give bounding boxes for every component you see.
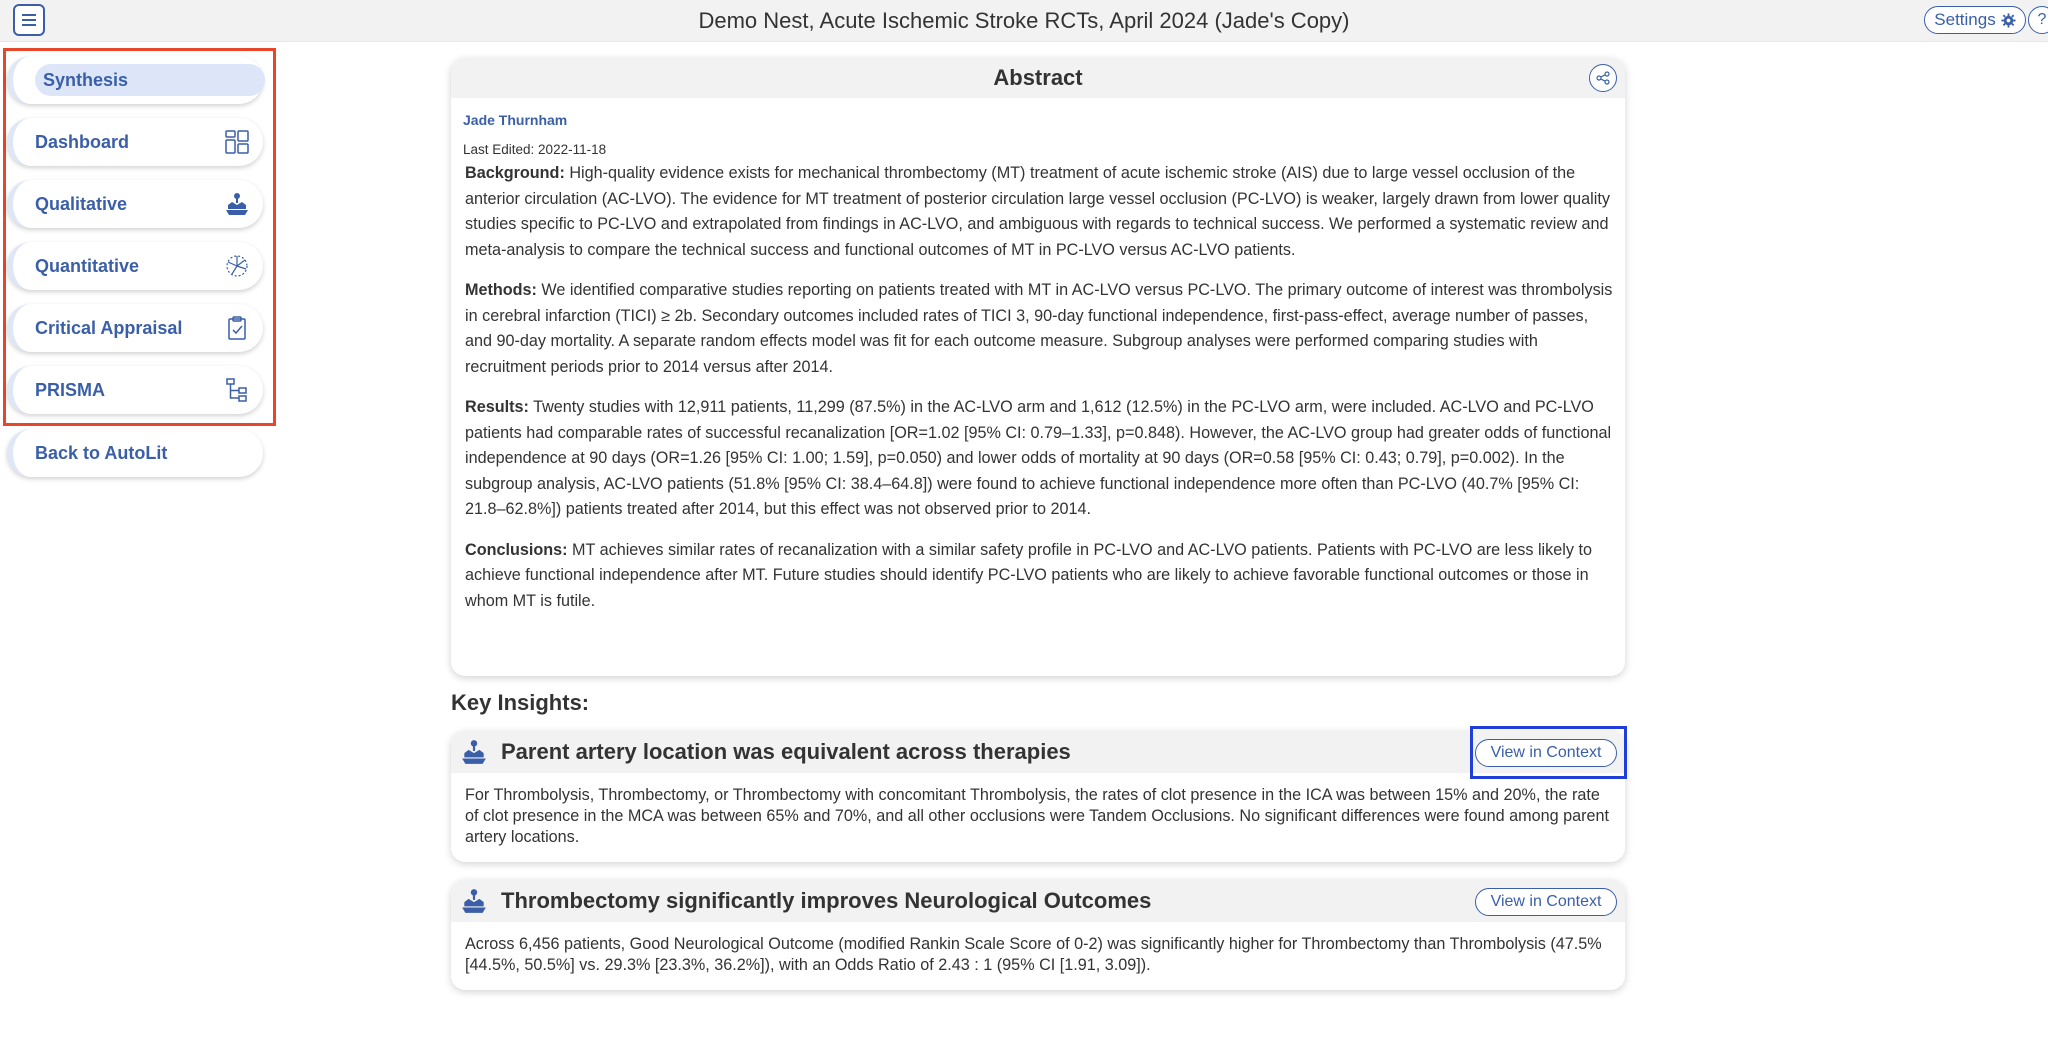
sidebar-item-prisma[interactable]: [7, 366, 263, 414]
share-icon: [1596, 71, 1610, 85]
view-in-context-button[interactable]: View in Context: [1475, 888, 1617, 916]
methods-paragraph: [463, 278, 1613, 380]
sidebar-item-label: Qualitative: [35, 193, 128, 214]
insight-header: [451, 731, 1625, 773]
insight-heading: Parent artery location was equivalent across therapies: [501, 739, 1071, 764]
gear-icon: [2001, 13, 2016, 28]
insight-text: Across 6,456 patients, Good Neurological Outcome (modified Rankin Scale Score of 0-2) was significantly higher for Thrombectomy than Thrombolysis (47.5% [44.5%, 50.5%] vs. 29.3% [23.3%, 36.2%]), with an Odds Ratio of 2.43 : 1 (95% CI [1.91, 3.09]).: [465, 935, 1602, 974]
results-text: Twenty studies with 12,911 patients, 11,299 (87.5%) in the AC-LVO arm and 1,612 (12.5%) in the PC-LVO arm, were included. AC-LVO and PC-LVO patients had comparable rates of successful recanalization [OR=1.02 [95% CI: 0.79–1.33], p=0.848). However, the AC-LVO group had greater odds of functional independence at 90 days (OR=1.26 [95% CI: 1.00; 1.59], p=0.050) and lower odds of mortality at 90 days (OR=0.58 [95% CI: 0.43; 0.79], p=0.002). In the subgroup analysis, AC-LVO patients (51.8% [95% CI: 38.4–64.8]) were found to achieve functional independence more often than PC-LVO (40.7% [95% CI: 21.8–62.8%]) patients treated after 2014, but this effect was not observed prior to 2014.: [465, 398, 1612, 518]
view-in-context-button[interactable]: View in Context: [1475, 739, 1617, 767]
sidebar-item-label: Synthesis: [43, 69, 129, 90]
top-bar: [0, 0, 2048, 42]
insight-card: [451, 880, 1625, 990]
qualitative-icon: [459, 886, 489, 916]
button-highlight-box: [1470, 726, 1627, 779]
insight-card: [451, 731, 1625, 862]
dashboard-icon: [223, 128, 251, 156]
sidebar-item-back-to-autolit[interactable]: [7, 429, 263, 477]
results-paragraph: [463, 395, 1613, 523]
conclusions-text: MT achieves similar rates of recanalization with a similar safety profile in PC-LVO and AC-LVO patients. Patients with PC-LVO are less likely to achieve functional independence after MT. Future studies should identify PC-LVO patients who are likely to achieve favorable functional outcomes or those in whom MT is futile.: [465, 540, 1592, 610]
sidebar-item-label: PRISMA: [35, 379, 106, 400]
conclusions-label: Conclusions:: [465, 540, 568, 559]
methods-text: We identified comparative studies reporting on patients treated with MT in AC-LVO versus PC-LVO. The primary outcome of interest was thrombolysis in cerebral infarction (TICI) ≥ 2b. Secondary outcomes included rates of TICI 3, 90-day functional independence, first-pass-effect, average number of passes, and 90-day mortality. A separate random effects model was fit for each outcome measure. Subgroup analyses were performed comparing studies with recruitment periods prior to 2014 versus after 2014.: [465, 281, 1613, 376]
qualitative-icon: [223, 190, 251, 218]
settings-button[interactable]: [1924, 6, 2026, 34]
sidebar-item-qualitative[interactable]: [7, 180, 263, 228]
page-title: Demo Nest, Acute Ischemic Stroke RCTs, April 2024 (Jade's Copy): [698, 8, 1350, 33]
sidebar-item-label: Dashboard: [35, 131, 130, 152]
background-text: High-quality evidence exists for mechanical thrombectomy (MT) treatment of acute ischemic stroke (AIS) due to large vessel occlusion of the anterior circulation (AC-LVO). The evidence for MT treatment of posterior circulation large vessel occlusion (PC-LVO) is weaker, largely drawn from lower quality studies specific to PC-LVO and extrapolated from findings in AC-LVO, and ambiguous with regards to technical success. We performed a systematic review and meta-analysis to compare the technical success and functional outcomes of MT in PC-LVO versus AC-LVO patients.: [465, 164, 1610, 259]
clipboard-check-icon: [223, 314, 251, 342]
last-edited: Last Edited: 2022-11-18: [463, 142, 607, 157]
share-button[interactable]: [1589, 64, 1617, 92]
sidebar-item-synthesis[interactable]: [7, 56, 263, 104]
help-button[interactable]: ?: [2028, 6, 2048, 34]
abstract-card: [451, 58, 1625, 676]
insight-text: For Thrombolysis, Thrombectomy, or Thrombectomy with concomitant Thrombolysis, the rates of clot presence in the ICA was between 15% and 20%, the rate of clot presence in the MCA was between 65% and 70%, and all other occlusions were Tandem Occlusions. No significant differences were found among parent artery locations.: [465, 786, 1609, 846]
sidebar-item-label: Critical Appraisal: [35, 317, 183, 338]
key-insights-title: Key Insights:: [451, 690, 590, 715]
conclusions-paragraph: [463, 538, 1613, 615]
flow-tree-icon: [223, 376, 251, 404]
quantitative-icon: [223, 252, 251, 280]
abstract-title: Abstract: [993, 65, 1083, 90]
insight-heading: Thrombectomy significantly improves Neurological Outcomes: [501, 888, 1152, 913]
sidebar-item-critical-appraisal[interactable]: [7, 304, 263, 352]
abstract-header: [451, 58, 1625, 98]
active-pill: [35, 64, 265, 96]
settings-label: Settings: [1934, 10, 1996, 29]
methods-label: Methods:: [465, 281, 537, 299]
background-label: Background:: [465, 164, 565, 182]
sidebar-item-label: Back to AutoLit: [35, 442, 168, 463]
sidebar-item-dashboard[interactable]: [7, 118, 263, 166]
qualitative-icon: [459, 737, 489, 767]
insight-header: [451, 880, 1625, 922]
sidebar-item-quantitative[interactable]: [7, 242, 263, 290]
author-link[interactable]: Jade Thurnham: [463, 112, 568, 128]
results-label: Results:: [465, 398, 529, 416]
abstract-body: [451, 98, 1625, 614]
sidebar-item-label: Quantitative: [35, 255, 140, 276]
background-paragraph: [463, 161, 1613, 263]
